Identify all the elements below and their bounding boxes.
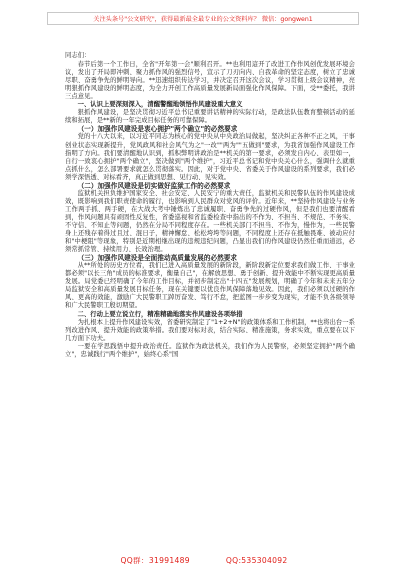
footer-qq-group: QQ群：31991489 — [120, 556, 190, 565]
document-body — [65, 52, 355, 359]
subsection-heading: （一）加强作风建设是衷心拥护"两个确立"的必然要求 — [77, 125, 238, 134]
paragraph: 从**所处的历史方位看，我们已进入高质量发展的新阶段，新阶段新定位要求我们做工作、干事业都必须"以长三角"成员的标准要求，衡量自己"，在解放思想、勇于创新、提升效能中不断实现更高质量发展。局党委已经明确了今年的工作目标，并初步制定出"十四五"发展规划，明确了今年和未来五年分局监狱安全和高质量发展目标任务，现在关键要以优良作风保障落地见效。因此，我们必须以过硬的作风、更高的效能，激励广大民警职工踔厉奋发、笃行不怠，把蓝图一步步变为现实，才能不负各级领导和广大民警职工殷切期望。 — [65, 262, 355, 310]
promo-banner-text: 关注头条号"公文研究"，获得最新最全最专业的公文资料库？ 微信：gongwen1 — [93, 16, 313, 23]
paragraph: 春节后第一个工作日，全省"开年第一会"顺利召开。**也利用這开了改进工作作风创优发展环境会议，发出了开局即冲刺、聚力抓作风的强烈信号，宣示了刀刃向内、自我革命的坚定态度，树立了忠诚尽职、奋勇争先的鲜明导向。**迅速组织传达学习，并决定召开这次会议，学习贯彻上级会议精神，亮明狠抓作风建设的鲜明态度，为全力开创工作高质量发展新局面强化作风保障。下面，受**委托，我讲三点意见。 — [65, 61, 355, 101]
paragraph: 为扎根本上提升作风建设实效，省委研究制定了"1+2+N"的政策体系和工作机制，**也将出台一系列改进作风、提升效能的政策举措。我们要对标对表，结合实际、精准施策，务求实效，重点要在以下几方面下功夫。 — [65, 318, 355, 342]
paragraph: 党的十八大以来，以习近平同志为核心的党中央从中央政治局做起，坚决纠正各种不正之风，干事创业状态实现新提升，党风政风和社会风气为之"一改""两为""五做到"要求，为我省加强作风建设工作指明了方向。我们要清醒地认识到，抓积弊明讲政治是**机关的第一要求，必须发自内心、表里如一，自行一致衷心拥护"两个确立"，坚决做到"两个维护"，习近平总书记和党中央关心什么，强调什么就重点抓什么，怎么部署要求就怎么贯彻落实。因此，对于党中央、省委关于作风建设的系列要求，我们必须学深悟透、对标看齐，真正做到思想、见行动、见实效。 — [65, 133, 355, 181]
subsection-heading: （二）加强作风建设是切实做好监狱工作的必然要求 — [77, 181, 231, 190]
paragraph: 一要在学思践悟中提升政治责任。监狱作为政法机关，我们作为人民警察，必须坚定拥护"两个确立"，忠诚践行"两个维护"，始终心系"国 — [65, 342, 355, 358]
paragraph: 狠抓作风建设，是坚决贯彻习近平总书记重要讲话精神的实际行动，是政法队伍教育整顿活动的延续和拓展，是**新的一年完成目标任务的可靠保障。 — [65, 109, 355, 125]
subsection-heading: （三）加强作风建设是全面推动高质量发展的必然要求 — [77, 254, 238, 263]
footer-contact — [0, 548, 408, 567]
section-heading: 二、行动上要立说立行，精准精确地落实作风建设各项举措 — [77, 310, 243, 318]
paragraph: 监狱机关担负维护国家安全、社会安定、人民安宁的重大责任，监狱机关和民警队伍的作风建设成效，既影响到我们职责使命的履行，也影响到人民群众对党风的评价。近年来，**坚持作风建设与业务工作两手抓、两手硬，在大战大考中锤炼出了忠诚履职、奋勇争先的过硬作风，但是我们也要清醒看到，作风问题具有顽固性反复性，省委巡视和省监委检查中指出的不作为、不担当、不规范、不务实、不守信、不知止等问题，仍然在分局不同程度存在。一些机关部门不担当、不作为，慢作为，一些民警身上还残存着得过且过、混日子，精神懈怠、松松垮垮等问题，不同程度上还存在抵触畏难、被动应付和"中梗阻"等现象，特别是近期相继出现的违规违纪问题，凸显出我们的作风建设仍然任重而道远，必须常抓常管、持续用力、长效治理。 — [65, 189, 355, 254]
section-heading: 一、认识上要深刻深入，清醒警醒地领悟作风建设重大意义 — [77, 101, 243, 109]
salutation: 同志们： — [65, 52, 91, 59]
promo-banner — [47, 12, 359, 25]
footer-qq: QQ:535304092 — [225, 556, 288, 565]
